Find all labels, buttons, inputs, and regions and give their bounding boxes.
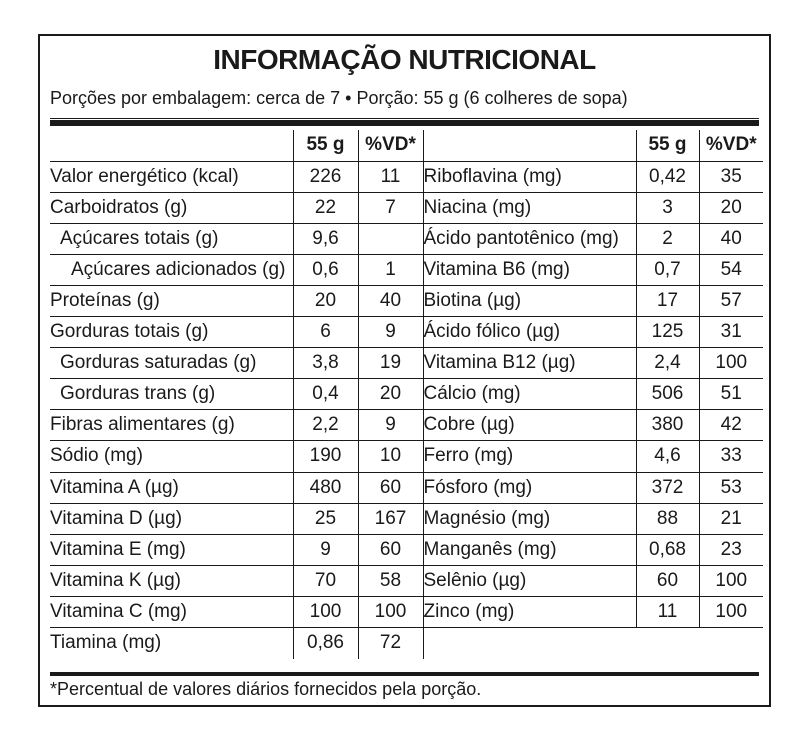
nutrient-dv: 100: [358, 596, 423, 627]
bottom-rule: [50, 672, 759, 676]
header-empty-left: [50, 130, 293, 161]
nutrient-dv: 42: [699, 410, 763, 441]
nutrient-dv: [358, 223, 423, 254]
nutrient-dv: 7: [358, 192, 423, 223]
nutrient-name: Gorduras trans (g): [50, 379, 293, 410]
nutrient-dv: 11: [358, 161, 423, 192]
nutrient-name: Vitamina D (µg): [50, 503, 293, 534]
nutrient-dv: 23: [699, 534, 763, 565]
nutrient-dv: 10: [358, 441, 423, 472]
nutrient-dv: 31: [699, 317, 763, 348]
nutrient-dv: 54: [699, 254, 763, 285]
table-row: [50, 285, 763, 316]
nutrient-name: Sódio (mg): [50, 441, 293, 472]
nutrient-name: Magnésio (mg): [423, 503, 636, 534]
table-row: [50, 410, 763, 441]
nutrient-amount: 2,2: [293, 410, 358, 441]
nutrient-amount: 2,4: [636, 348, 699, 379]
table-row: [50, 192, 763, 223]
nutrient-amount: 380: [636, 410, 699, 441]
header-dv-left: %VD*: [358, 130, 423, 161]
nutrient-amount: 3: [636, 192, 699, 223]
nutrient-dv: 40: [699, 223, 763, 254]
nutrient-dv: 53: [699, 472, 763, 503]
nutrient-dv: 9: [358, 410, 423, 441]
nutrient-name: Cálcio (mg): [423, 379, 636, 410]
nutrient-dv: 20: [699, 192, 763, 223]
nutrient-dv: 33: [699, 441, 763, 472]
nutrient-amount: 4,6: [636, 441, 699, 472]
nutrient-dv: 167: [358, 503, 423, 534]
nutrient-dv: 19: [358, 348, 423, 379]
nutrient-dv: 57: [699, 285, 763, 316]
nutrient-name: Açúcares adicionados (g): [50, 254, 293, 285]
nutrient-dv: 100: [699, 565, 763, 596]
table-row: [50, 161, 763, 192]
table-header-row: [50, 130, 763, 161]
nutrient-amount: 190: [293, 441, 358, 472]
table-row: [50, 379, 763, 410]
nutrient-name: Fósforo (mg): [423, 472, 636, 503]
nutrient-amount: 372: [636, 472, 699, 503]
nutrient-dv: 20: [358, 379, 423, 410]
table-row: [50, 565, 763, 596]
header-amount-right: 55 g: [636, 130, 699, 161]
nutrient-name: Selênio (µg): [423, 565, 636, 596]
table-row: [50, 472, 763, 503]
nutrient-dv: 21: [699, 503, 763, 534]
empty-cell: [699, 628, 763, 659]
thick-rule: [50, 120, 759, 126]
nutrient-amount: 17: [636, 285, 699, 316]
nutrient-amount: 0,68: [636, 534, 699, 565]
nutrient-amount: 0,86: [293, 628, 358, 659]
nutrient-dv: 72: [358, 628, 423, 659]
separator-line: [50, 118, 759, 119]
nutrient-amount: 100: [293, 596, 358, 627]
nutrient-amount: 506: [636, 379, 699, 410]
nutrient-dv: 51: [699, 379, 763, 410]
nutrient-amount: 6: [293, 317, 358, 348]
nutrient-amount: 9: [293, 534, 358, 565]
nutrient-name: Cobre (µg): [423, 410, 636, 441]
nutrient-amount: 70: [293, 565, 358, 596]
empty-cell: [423, 628, 636, 659]
nutrient-name: Gorduras totais (g): [50, 317, 293, 348]
table-row: [50, 596, 763, 627]
nutrient-name: Vitamina E (mg): [50, 534, 293, 565]
nutrient-name: Niacina (mg): [423, 192, 636, 223]
nutrient-name: Vitamina A (µg): [50, 472, 293, 503]
table-row: [50, 348, 763, 379]
panel-title: INFORMAÇÃO NUTRICIONAL: [213, 44, 596, 75]
header-amount-left: 55 g: [293, 130, 358, 161]
nutrient-name: Vitamina K (µg): [50, 565, 293, 596]
nutrition-table-body: [50, 130, 763, 659]
nutrient-name: Zinco (mg): [423, 596, 636, 627]
nutrient-name: Biotina (µg): [423, 285, 636, 316]
header-empty-right: [423, 130, 636, 161]
nutrient-name: Fibras alimentares (g): [50, 410, 293, 441]
nutrient-amount: 20: [293, 285, 358, 316]
table-row: [50, 254, 763, 285]
nutrient-name: Vitamina B12 (µg): [423, 348, 636, 379]
nutrient-name: Ácido fólico (µg): [423, 317, 636, 348]
table-row: [50, 223, 763, 254]
table-row: [50, 534, 763, 565]
nutrient-amount: 480: [293, 472, 358, 503]
table-row: [50, 503, 763, 534]
nutrient-amount: 11: [636, 596, 699, 627]
nutrient-amount: 88: [636, 503, 699, 534]
nutrient-name: Vitamina C (mg): [50, 596, 293, 627]
nutrient-name: Ferro (mg): [423, 441, 636, 472]
table-row: [50, 441, 763, 472]
nutrient-amount: 2: [636, 223, 699, 254]
nutrient-amount: 0,7: [636, 254, 699, 285]
footnote: *Percentual de valores diários fornecidos pela porção.: [50, 679, 482, 699]
serving-info: Porções por embalagem: cerca de 7 • Porção: 55 g (6 colheres de sopa): [50, 88, 628, 108]
nutrient-amount: 9,6: [293, 223, 358, 254]
nutrient-dv: 40: [358, 285, 423, 316]
nutrient-name: Valor energético (kcal): [50, 161, 293, 192]
nutrient-amount: 125: [636, 317, 699, 348]
header-dv-right: %VD*: [699, 130, 763, 161]
nutrient-name: Açúcares totais (g): [50, 223, 293, 254]
nutrient-dv: 58: [358, 565, 423, 596]
nutrient-dv: 60: [358, 472, 423, 503]
nutrient-name: Ácido pantotênico (mg): [423, 223, 636, 254]
nutrient-name: Carboidratos (g): [50, 192, 293, 223]
nutrient-amount: 0,6: [293, 254, 358, 285]
nutrient-name: Vitamina B6 (mg): [423, 254, 636, 285]
empty-cell: [636, 628, 699, 659]
nutrient-dv: 100: [699, 348, 763, 379]
nutrient-name: Gorduras saturadas (g): [50, 348, 293, 379]
nutrient-amount: 3,8: [293, 348, 358, 379]
nutrient-name: Tiamina (mg): [50, 632, 162, 654]
nutrient-amount: 0,4: [293, 379, 358, 410]
nutrient-amount: 22: [293, 192, 358, 223]
nutrient-name: Manganês (mg): [423, 534, 636, 565]
nutrient-amount: 0,42: [636, 161, 699, 192]
table-row: [50, 317, 763, 348]
nutrient-dv: 35: [699, 161, 763, 192]
nutrient-name: Riboflavina (mg): [423, 161, 636, 192]
nutrient-dv: 1: [358, 254, 423, 285]
nutrient-amount: 25: [293, 503, 358, 534]
nutrient-dv: 60: [358, 534, 423, 565]
nutrient-amount: 60: [636, 565, 699, 596]
nutrition-table: [50, 130, 763, 659]
table-row: [50, 628, 763, 659]
nutrient-amount: 226: [293, 161, 358, 192]
nutrient-dv: 9: [358, 317, 423, 348]
nutrition-facts-panel: [38, 34, 771, 707]
nutrient-dv: 100: [699, 596, 763, 627]
nutrient-name: Proteínas (g): [50, 285, 293, 316]
